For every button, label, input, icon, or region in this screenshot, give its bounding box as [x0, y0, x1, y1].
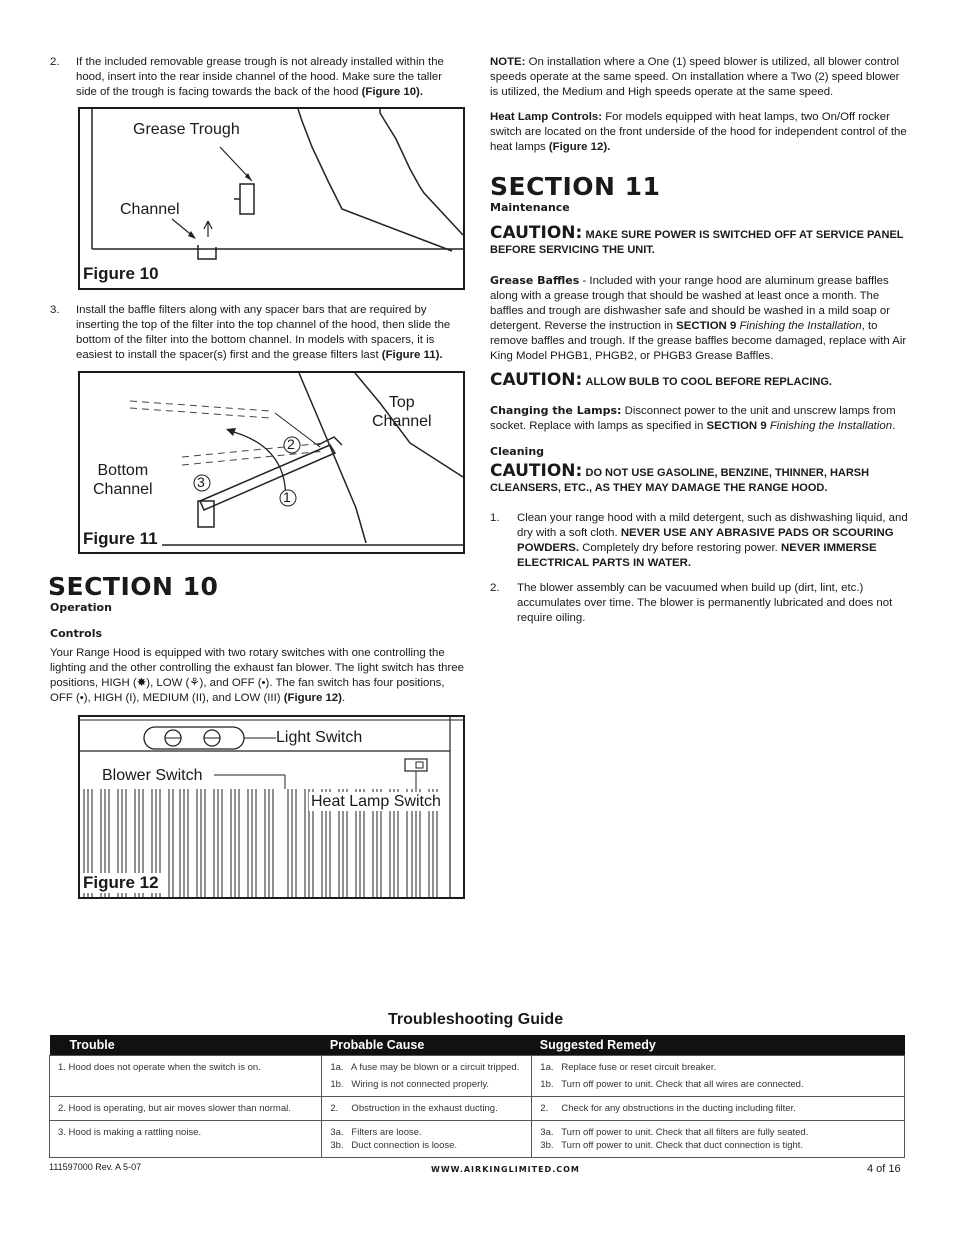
list-number: 1. [490, 512, 500, 524]
caution-power: CAUTION: MAKE SURE POWER IS SWITCHED OFF AT SERVICE PANEL BEFORE SERVICING THE UNIT. [490, 223, 904, 256]
high-light-icon: ✸ [136, 677, 147, 689]
website: WWW.AIRKINGLIMITED.COM [431, 1165, 580, 1174]
marker-1: 1 [283, 489, 291, 505]
instruction-paragraph: Install the baffle filters along with any spacer bars that are required by inserting the top of the filter into the top channel of the hood, then slide the bottom of the filter into the bottom channel. In models with spacers, it is easiest to install the spacer(s) first and the grease filters last (Figure 11). [76, 304, 451, 361]
label-light-switch: Light Switch [276, 729, 363, 746]
section-10-subtitle: Operation [50, 601, 112, 614]
instruction-paragraph: If the included removable grease trough is not already installed within the hood, insert into the rear inside channel of the hood. Make sure the taller side of the trough is facing towards the back of the hood (Figure 10). [76, 56, 444, 98]
label-top-channel: Top Channel [372, 394, 432, 430]
low-light-icon: ⚘ [189, 677, 200, 689]
figure-11-label: Figure 11 [83, 529, 162, 549]
figure-10-label: Figure 10 [83, 264, 163, 284]
table-row [50, 1056, 905, 1097]
label-bottom-channel: Bottom Channel [93, 462, 153, 498]
grease-baffles-paragraph: Grease Baffles - Included with your range hood are aluminum grease baffles along with a grease trough that should be washed at least once a month. The baffles and trough are dishwasher safe and should be washed in a mild soap or detergent. Reverse the instruction in SECTION 9 Finishing the Installation, to remove baffles and trough. If the grease baffles become damaged, replace with Air King Model PHGB1, PHGB2, or PHGB3 Grease Baffles. [490, 274, 907, 362]
controls-heading: Controls [50, 627, 103, 640]
troubleshooting-table [49, 1035, 905, 1158]
figure-10 [78, 107, 465, 290]
caution-bulb: CAUTION: ALLOW BULB TO COOL BEFORE REPLACING. [490, 370, 832, 390]
section-11-title: SECTION 11 [490, 172, 661, 201]
trouble-cell: 3. Hood is making a rattling noise. [50, 1121, 322, 1158]
caution-cleansers: CAUTION: DO NOT USE GASOLINE, BENZINE, THINNER, HARSH CLEANSERS, ETC., AS THEY MAY DAMAGE THE RANGE HOOD. [490, 461, 870, 494]
remedy-cell: 2. Check for any obstructions in the ducting including filter. [532, 1097, 905, 1121]
remedy-cell: 1a. Replace fuse or reset circuit breaker. 1b. Turn off power to unit. Check that all wires are connected. [532, 1056, 905, 1097]
cleaning-heading: Cleaning [490, 445, 545, 458]
page-number: 4 of 16 [867, 1163, 901, 1175]
cleaning-step-1: Clean your range hood with a mild detergent, such as dishwashing liquid, and dry with a soft cloth. NEVER USE ANY ABRASIVE PADS OR SCOURING POWDERS. Completely dry before restoring power. NEVER IMMERSE ELECTRICAL PARTS IN WATER. [517, 512, 908, 569]
section-11-subtitle: Maintenance [490, 201, 570, 214]
troubleshooting-title: Troubleshooting Guide [388, 1011, 564, 1028]
table-row [50, 1121, 905, 1158]
figure-12 [78, 715, 465, 899]
marker-2: 2 [287, 436, 295, 452]
label-heat-lamp-switch: Heat Lamp Switch [311, 793, 441, 810]
note-paragraph: NOTE: On installation where a One (1) speed blower is utilized, all blower control speeds operate at the same speed. On installation where a Two (2) speed blower is utilized, the Medium and High speeds operate at the same speed. [490, 56, 900, 98]
section-10-title: SECTION 10 [48, 572, 219, 601]
table-header-row [50, 1035, 905, 1056]
cause-cell: 1a. A fuse may be blown or a circuit tripped. 1b. Wiring is not connected properly. [322, 1056, 532, 1097]
controls-paragraph: Your Range Hood is equipped with two rotary switches with one controlling the lighting and the other controlling the exhaust fan blower. The light switch has three positions, HIGH (✸), LOW (⚘), and OFF (•). The fan switch has four positions, OFF (•), HIGH (I), MEDIUM (II), and LOW (III) (Figure 12). [50, 647, 464, 704]
list-number: 3. [50, 304, 60, 316]
column-header-cause: Probable Cause [322, 1035, 532, 1056]
cause-cell: 2. Obstruction in the exhaust ducting. [322, 1097, 532, 1121]
trouble-cell: 1. Hood does not operate when the switch is on. [50, 1056, 322, 1097]
cleaning-step-2: The blower assembly can be vacuumed when build up (dirt, lint, etc.) accumulates over time. The blower is permanently lubricated and does not require oiling. [517, 582, 893, 624]
trouble-cell: 2. Hood is operating, but air moves slower than normal. [50, 1097, 322, 1121]
list-number: 2. [50, 56, 60, 68]
figure-11 [78, 371, 465, 554]
column-header-trouble: Trouble [50, 1035, 322, 1056]
remedy-cell: 3a. Turn off power to unit. Check that all filters are fully seated. 3b. Turn off power to unit. Check that duct connection is tight. [532, 1121, 905, 1158]
heat-lamp-paragraph: Heat Lamp Controls: For models equipped with heat lamps, two On/Off rocker switch are located on the front underside of the hood for independent control of the heat lamps (Figure 12). [490, 111, 907, 153]
table-row [50, 1097, 905, 1121]
marker-3: 3 [197, 474, 205, 490]
label-grease-trough: Grease Trough [133, 121, 240, 138]
changing-lamps-paragraph: Changing the Lamps: Disconnect power to the unit and unscrew lamps from socket. Replace with lamps as specified in SECTION 9 Finishing the Installation. [490, 404, 896, 432]
label-channel: Channel [120, 201, 180, 218]
list-number: 2. [490, 582, 500, 594]
column-header-remedy: Suggested Remedy [532, 1035, 905, 1056]
document-number: 111597000 Rev. A 5-07 [49, 1162, 142, 1172]
figure-12-label: Figure 12 [83, 873, 163, 893]
cause-cell: 3a. Filters are loose. 3b. Duct connection is loose. [322, 1121, 532, 1158]
label-blower-switch: Blower Switch [102, 767, 203, 784]
